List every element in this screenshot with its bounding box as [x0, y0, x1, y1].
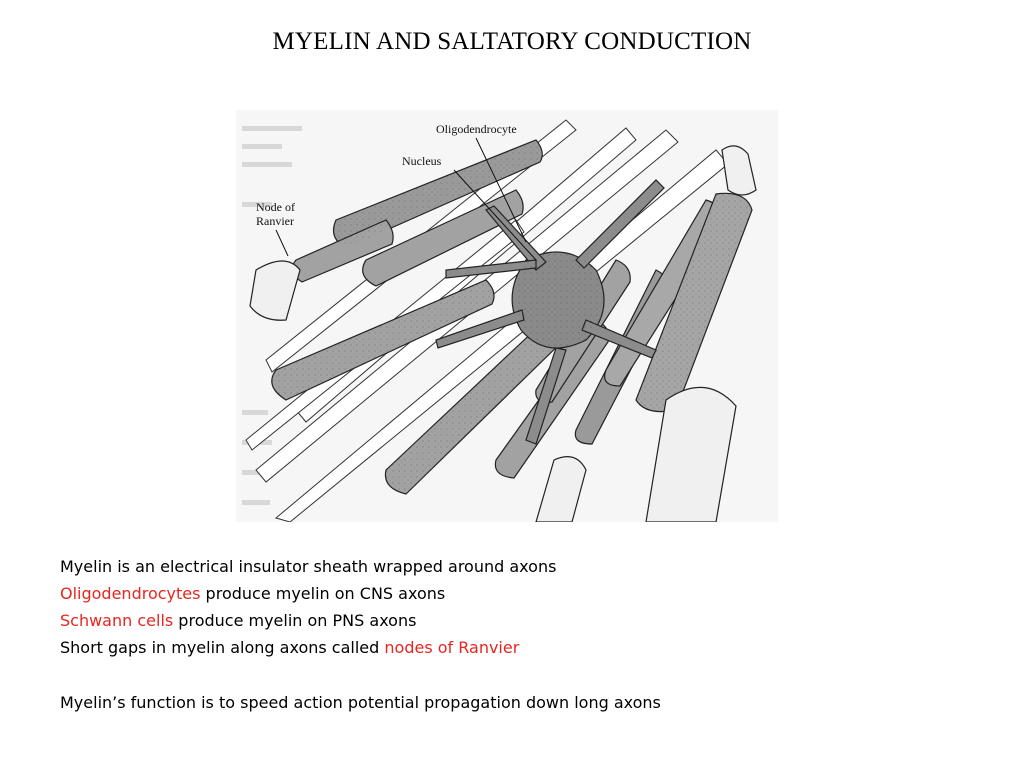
myelin-diagram — [236, 110, 778, 522]
bullet-line-4-text: Short gaps in myelin along axons called — [60, 638, 385, 657]
cell-stipple — [512, 252, 604, 348]
node-of-ranvier-label-line2: Ranvier — [256, 214, 294, 228]
bullet-line-3-text: produce myelin on PNS axons — [173, 611, 417, 630]
bullet-line-4 — [60, 634, 960, 661]
bullet-line-5 — [60, 689, 960, 716]
bullet-line-3 — [60, 607, 960, 634]
oligodendrocyte-label: Oligodendrocyte — [436, 122, 517, 136]
body-text — [60, 553, 960, 716]
node-of-ranvier-label-line1: Node of — [256, 200, 295, 214]
myelin-illustration — [236, 110, 778, 522]
bullet-line-1 — [60, 553, 960, 580]
nodes-of-ranvier-highlight: nodes of Ranvier — [384, 638, 520, 657]
bullet-line-5-text: Myelin’s function is to speed action potential propagation down long axons — [60, 693, 661, 712]
schwann-cells-highlight: Schwann cells — [60, 611, 174, 630]
slide-title: MYELIN AND SALTATORY CONDUCTION — [272, 28, 752, 55]
bullet-line-2 — [60, 580, 960, 607]
nucleus-label: Nucleus — [402, 154, 442, 168]
oligodendrocytes-highlight: Oligodendrocytes — [60, 584, 201, 603]
bullet-line-2-text: produce myelin on CNS axons — [200, 584, 446, 603]
bullet-line-1-text: Myelin is an electrical insulator sheath wrapped around axons — [60, 557, 557, 576]
